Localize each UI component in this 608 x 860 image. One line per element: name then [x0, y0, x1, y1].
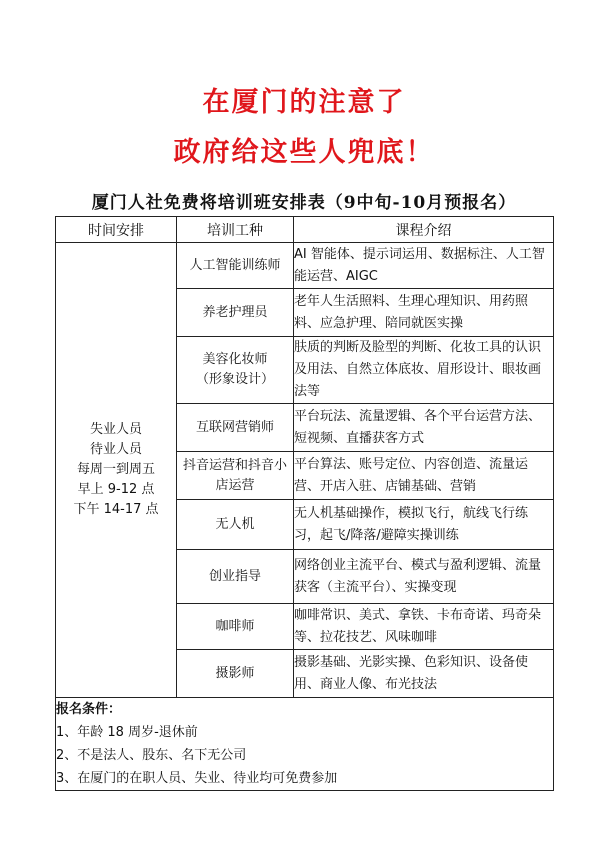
condition-item: 1、年龄 18 周岁-退休前	[56, 725, 198, 740]
conditions-row	[56, 698, 554, 791]
conditions-cell	[56, 698, 554, 791]
course-name: 创业指导	[177, 550, 294, 604]
training-schedule-table	[55, 216, 554, 791]
condition-item: 2、不是法人、股东、名下无公司	[56, 748, 247, 763]
course-intro: AI 智能体、提示词运用、数据标注、人工智能运营、AIGC	[294, 243, 554, 289]
time-line: 下午 14-17 点	[73, 502, 159, 517]
time-line: 失业人员	[89, 422, 142, 437]
column-header-intro: 课程介绍	[294, 217, 554, 243]
course-intro: 平台玩法、流量逻辑、各个平台运营方法、短视频、直播获客方式	[294, 404, 554, 452]
course-name: 摄影师	[177, 650, 294, 698]
course-name: 养老护理员	[177, 289, 294, 337]
time-line: 早上 9-12 点	[77, 482, 155, 497]
table-row	[56, 243, 554, 289]
course-intro: 网络创业主流平台、模式与盈利逻辑、流量获客（主流平台）、实操变现	[294, 550, 554, 604]
column-header-time: 时间安排	[56, 217, 177, 243]
course-intro: 咖啡常识、美式、拿铁、卡布奇诺、玛奇朵等、拉花技艺、风味咖啡	[294, 604, 554, 650]
time-line: 每周一到周五	[76, 462, 155, 477]
course-name: 抖音运营和抖音小店运营	[177, 452, 294, 500]
course-intro: 无人机基础操作，模拟飞行，航线飞行练习，起飞/降落/避障实操训练	[294, 500, 554, 550]
time-schedule-cell	[56, 243, 177, 698]
conditions-title: 报名条件：	[56, 702, 122, 717]
table-header-row	[56, 217, 554, 243]
column-header-course: 培训工种	[177, 217, 294, 243]
course-name: 人工智能训练师	[177, 243, 294, 289]
condition-item: 3、在厦门的在职人员、失业、待业均可免费参加	[56, 771, 338, 786]
table-title: 厦门人社免费将培训班安排表（9中旬-10月预报名）	[91, 193, 517, 213]
course-intro: 肤质的判断及脸型的判断、化妆工具的认识及用法、自然立体底妆、眉形设计、眼妆画法等	[294, 337, 554, 404]
course-intro: 摄影基础、光影实操、色彩知识、设备使用、商业人像、布光技法	[294, 650, 554, 698]
course-intro: 老年人生活照料、生理心理知识、用药照料、应急护理、陪同就医实操	[294, 289, 554, 337]
course-intro: 平台算法、账号定位、内容创造、流量运营、开店入驻、店铺基础、营销	[294, 452, 554, 500]
headline-line-1: 在厦门的注意了	[202, 87, 406, 118]
course-name: 无人机	[177, 500, 294, 550]
headline-line-2: 政府给这些人兜底！	[173, 137, 435, 168]
course-name: 美容化妆师（形象设计）	[177, 337, 294, 404]
course-name: 互联网营销师	[177, 404, 294, 452]
course-name: 咖啡师	[177, 604, 294, 650]
time-line: 待业人员	[89, 442, 142, 457]
